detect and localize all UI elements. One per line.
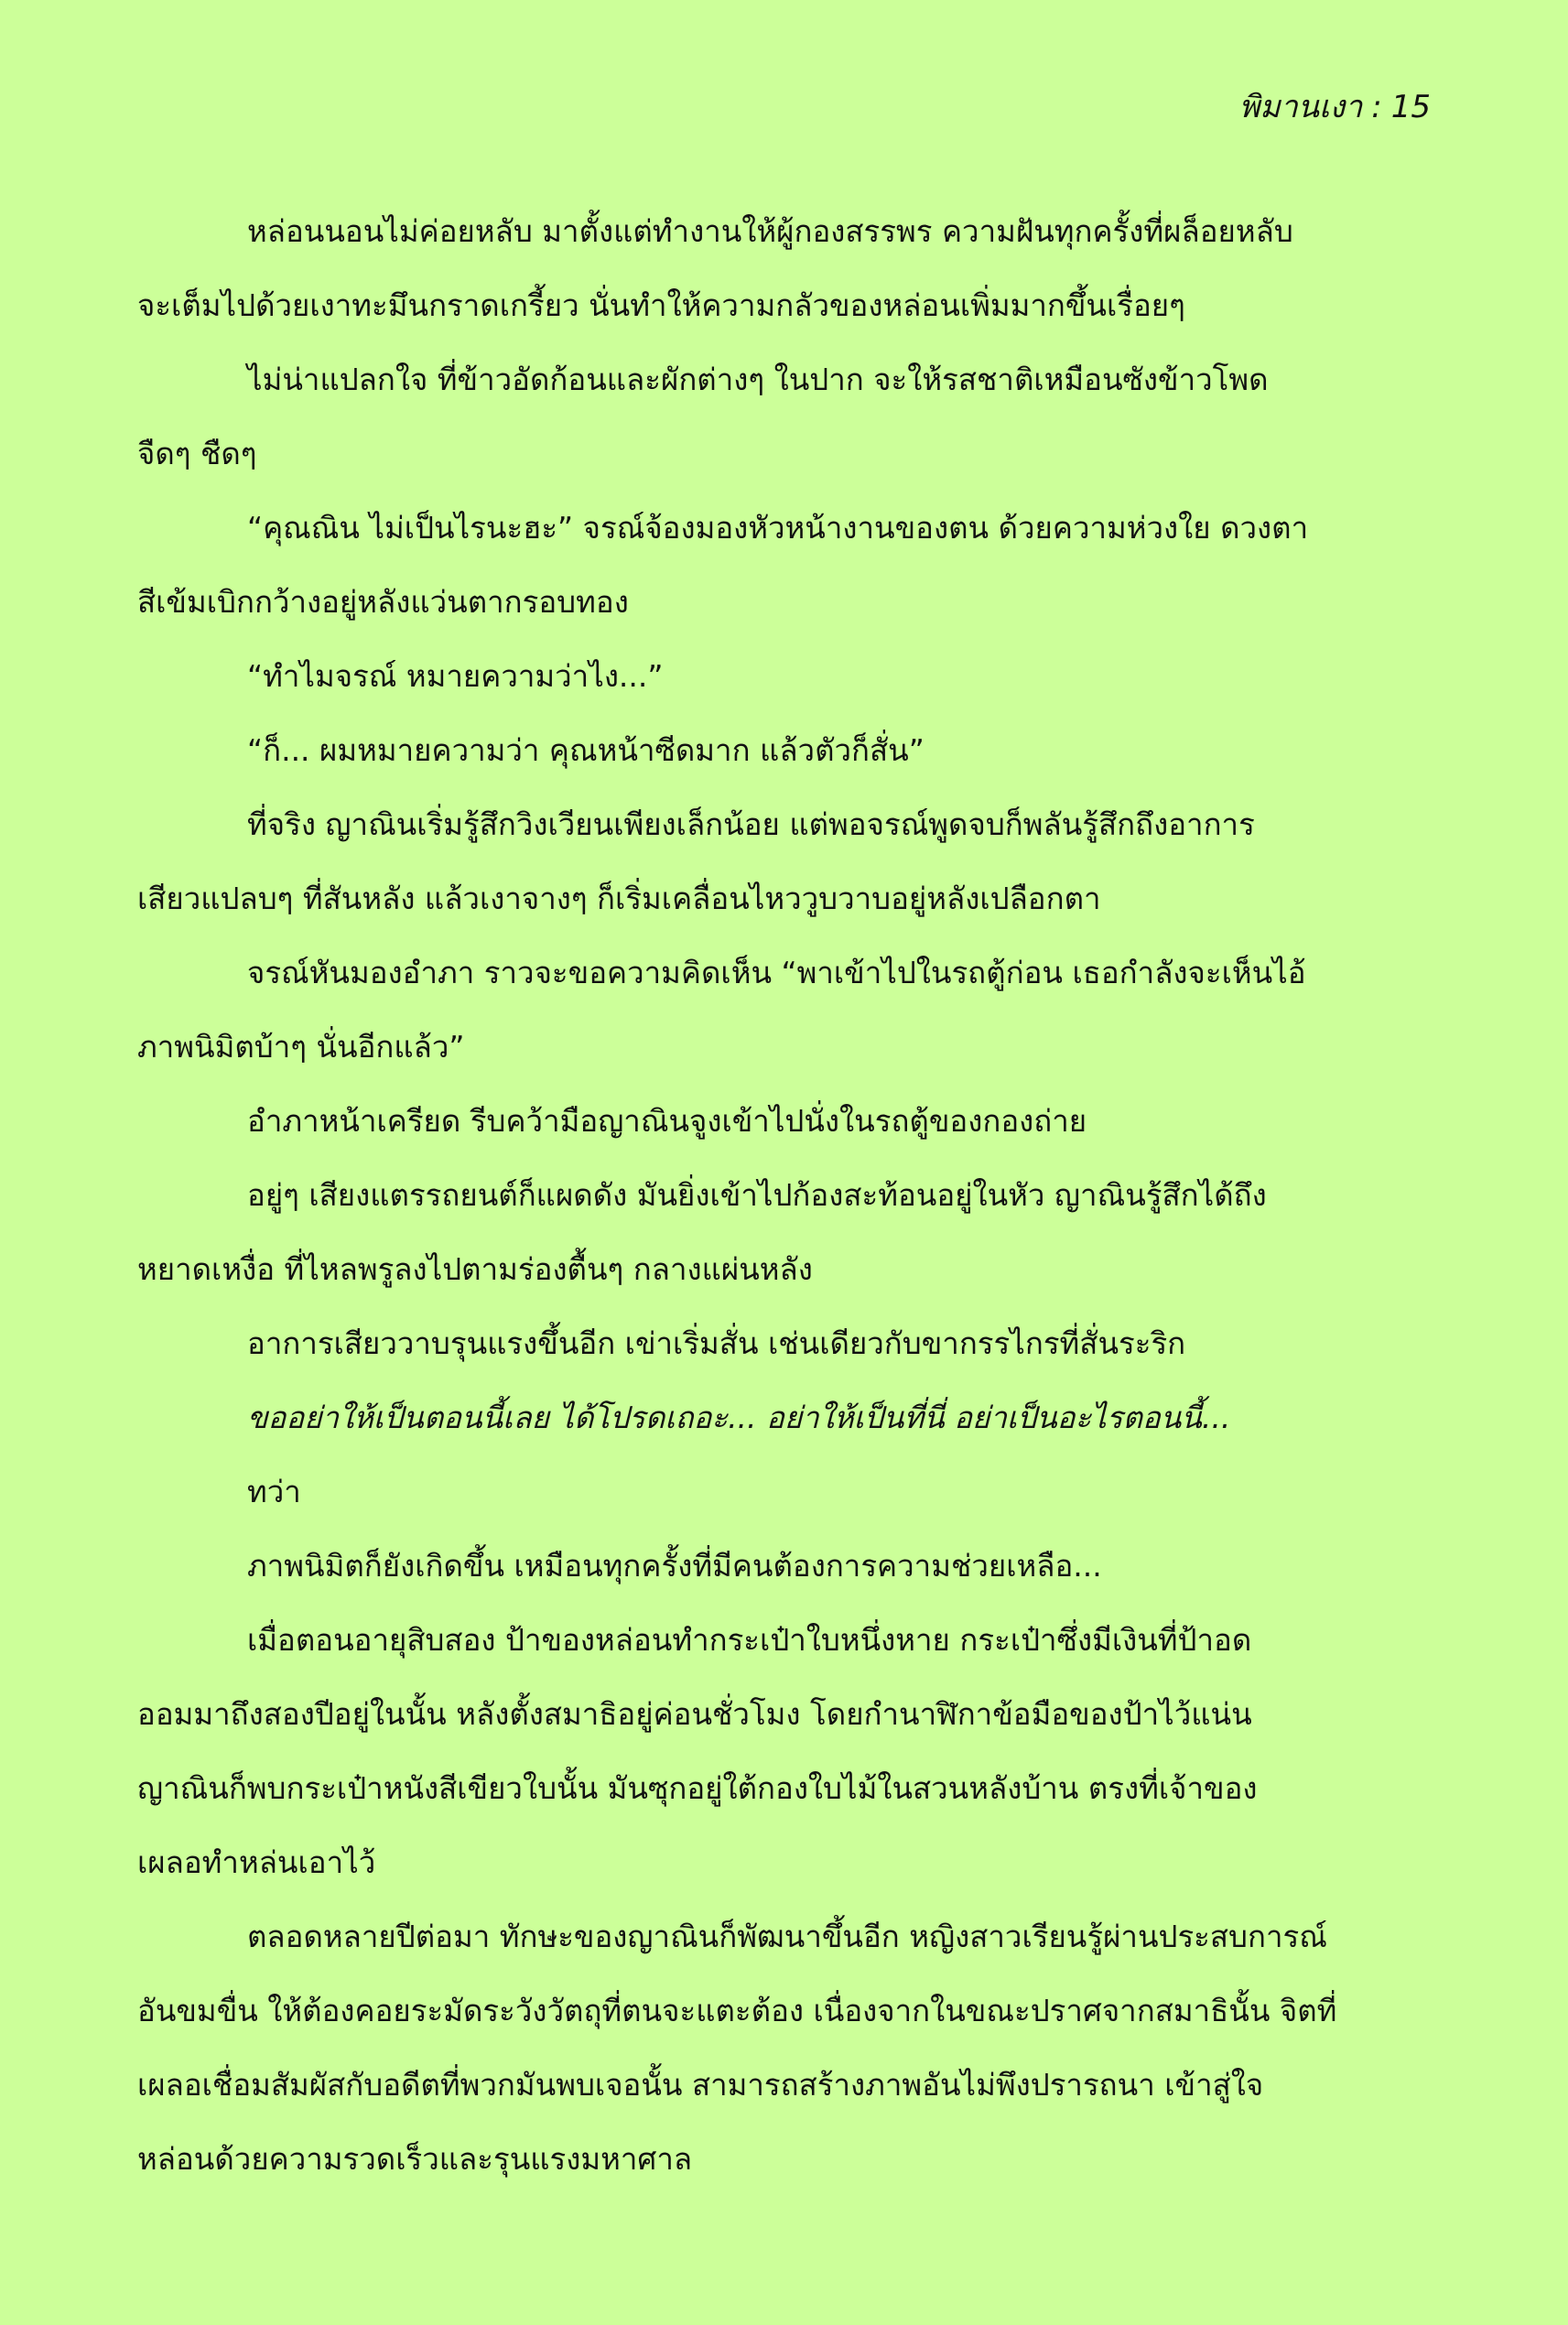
paragraph-line: เมื่อตอนอายุสิบสอง ป้าของหล่อนทำกระเป๋าใบหนึ่งหาย กระเป๋าซึ่งมีเงินที่ป้าอด <box>247 1622 1252 1658</box>
paragraph-line: ที่จริง ญาณินเริ่มรู้สึกวิงเวียนเพียงเล็กน้อย แต่พอจรณ์พูดจบก็พลันรู้สึกถึงอาการ <box>247 806 1255 842</box>
paragraph-line: อาการเสียววาบรุนแรงขึ้นอีก เข่าเริ่มสั่น เช่นเดียวกับขากรรไกรที่สั่นระริก <box>247 1325 1186 1361</box>
paragraph-line: จรณ์หันมองอำภา ราวจะขอความคิดเห็น “พาเข้าไปในรถตู้ก่อน เธอกำลังจะเห็นไอ้ <box>247 955 1306 990</box>
body-text <box>137 194 1433 2196</box>
paragraph <box>137 639 1433 713</box>
paragraph-line: หล่อนด้วยความรวดเร็วและรุนแรงมหาศาล <box>137 2141 693 2177</box>
paragraph <box>137 491 1433 639</box>
paragraph-line: ทว่า <box>247 1474 301 1509</box>
paragraph <box>137 1603 1433 1899</box>
paragraph <box>137 787 1433 935</box>
paragraph-line: “คุณณิน ไม่เป็นไรนะฮะ” จรณ์จ้องมองหัวหน้างานของตน ด้วยความห่วงใย ดวงตา <box>247 510 1309 546</box>
paragraph <box>137 1899 1433 2196</box>
paragraph-line: ตลอดหลายปีต่อมา ทักษะของญาณินก็พัฒนาขึ้นอีก หญิงสาวเรียนรู้ผ่านประสบการณ์ <box>247 1919 1327 1954</box>
paragraph <box>137 1306 1433 1380</box>
paragraph <box>137 1158 1433 1306</box>
paragraph-line: ญาณินก็พบกระเป๋าหนังสีเขียวใบนั้น มันซุกอยู่ใต้กองใบไม้ในสวนหลังบ้าน ตรงที่เจ้าของ <box>137 1770 1258 1806</box>
paragraph-line: เผลอทำหล่นเอาไว้ <box>137 1844 376 1880</box>
paragraph-line: เผลอเชื่อมสัมผัสกับอดีตที่พวกมันพบเจอนั้น สามารถสร้างภาพอันไม่พึงปรารถนา เข้าสู่ใจ <box>137 2067 1264 2103</box>
paragraph-line: เสียวแปลบๆ ที่สันหลัง แล้วเงาจางๆ ก็เริ่มเคลื่อนไหววูบวาบอยู่หลังเปลือกตา <box>137 881 1101 916</box>
paragraph-line: อำภาหน้าเครียด รีบคว้ามือญาณินจูงเข้าไปนั่งในรถตู้ของกองถ่าย <box>247 1103 1087 1139</box>
page-number: 15 <box>1390 89 1431 125</box>
paragraph <box>137 342 1433 491</box>
running-header <box>1239 84 1431 130</box>
paragraph <box>137 1529 1433 1603</box>
paragraph-line: ไม่น่าแปลกใจ ที่ข้าวอัดก้อนและผักต่างๆ ในปาก จะให้รสชาติเหมือนซังข้าวโพด <box>247 362 1269 397</box>
header-separator: : <box>1371 89 1382 125</box>
paragraph-line: ภาพนิมิตบ้าๆ นั่นอีกแล้ว” <box>137 1029 465 1065</box>
paragraph-line: ออมมาถึงสองปีอยู่ในนั้น หลังตั้งสมาธิอยู่ค่อนชั่วโมง โดยกำนาฬิกาข้อมือของป้าไว้แน่น <box>137 1696 1252 1732</box>
paragraph <box>137 713 1433 787</box>
paragraph <box>137 935 1433 1084</box>
paragraph <box>137 1380 1433 1454</box>
paragraph-line: อันขมขื่น ให้ต้องคอยระมัดระวังวัตถุที่ตนจะแตะต้อง เนื่องจากในขณะปราศจากสมาธินั้น จิตที่ <box>137 1993 1337 2028</box>
paragraph-line: จืดๆ ชืดๆ <box>137 436 257 471</box>
paragraph-line: “ก็... ผมหมายความว่า คุณหน้าซีดมาก แล้วตัวก็สั่น” <box>247 732 925 768</box>
paragraph-line: อยู่ๆ เสียงแตรรถยนต์ก็แผดดัง มันยิ่งเข้าไปก้องสะท้อนอยู่ในหัว ญาณินรู้สึกได้ถึง <box>247 1177 1267 1213</box>
paragraph <box>137 1454 1433 1529</box>
paragraph-line: “ทำไมจรณ์ หมายความว่าไง...” <box>247 658 664 694</box>
paragraph-line: หล่อนนอนไม่ค่อยหลับ มาตั้งแต่ทำงานให้ผู้กองสรรพร ความฝันทุกครั้งที่ผล็อยหลับ <box>247 213 1293 249</box>
paragraph-line: ขออย่าให้เป็นตอนนี้เลย ได้โปรดเถอะ... อย่าให้เป็นที่นี่ อย่าเป็นอะไรตอนนี้... <box>247 1400 1231 1435</box>
paragraph <box>137 194 1433 342</box>
paragraph-line: สีเข้มเบิกกว้างอยู่หลังแว่นตากรอบทอง <box>137 584 629 620</box>
paragraph-line: หยาดเหงื่อ ที่ไหลพรูลงไปตามร่องตื้นๆ กลางแผ่นหลัง <box>137 1251 813 1287</box>
paragraph-line: ภาพนิมิตก็ยังเกิดขึ้น เหมือนทุกครั้งที่มีคนต้องการความช่วยเหลือ... <box>247 1548 1102 1584</box>
paragraph-line: จะเต็มไปด้วยเงาทะมึนกราดเกรี้ยว นั่นทำให้ความกลัวของหล่อนเพิ่มมากขึ้นเรื่อยๆ <box>137 287 1185 323</box>
paragraph <box>137 1084 1433 1158</box>
book-title: พิมานเงา <box>1238 89 1363 125</box>
